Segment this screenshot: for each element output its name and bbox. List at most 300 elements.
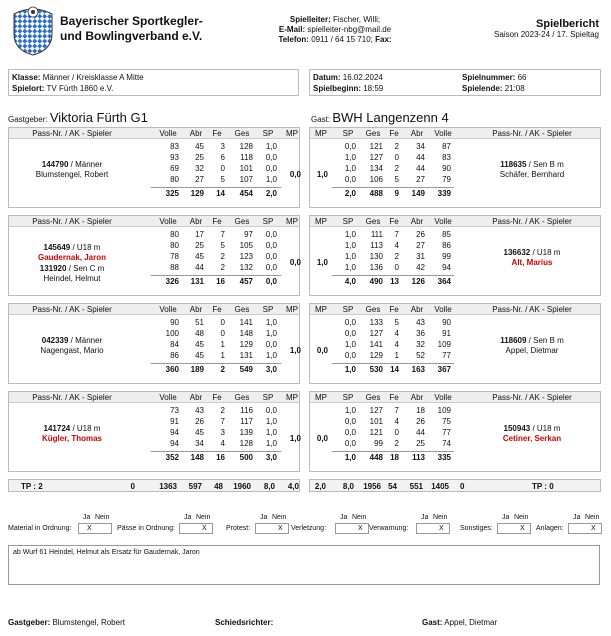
score-cell: 94 (170, 439, 179, 448)
home-block-4 (8, 391, 300, 472)
score-cell: 2 (394, 142, 399, 151)
age-class: / U18 m (70, 243, 101, 252)
home-total-cell: 8,0 (263, 482, 275, 491)
sum-cell: 4,0 (344, 277, 356, 286)
score-cell: 0 (220, 164, 225, 173)
score-cell: 2 (220, 252, 225, 261)
home-total-cell: 48 (214, 482, 223, 491)
home-block-3 (8, 303, 300, 384)
check-box[interactable] (335, 523, 369, 534)
footer-gast-value: Appel, Dietmar (444, 618, 498, 627)
score-cell: 2 (220, 406, 225, 415)
player-name: Schäfer, Bernhard (499, 170, 565, 179)
score-cell: 0 (394, 428, 399, 437)
column-header-cell: Abr (189, 305, 203, 314)
score-cell: 109 (437, 406, 451, 415)
column-header-cell: MP (286, 305, 298, 314)
sum-divider (332, 451, 454, 452)
score-cell: 5 (394, 175, 399, 184)
column-header-cell: Volle (434, 129, 452, 138)
score-cell: 36 (416, 329, 425, 338)
score-cell: 91 (170, 417, 179, 426)
sum-cell: 1,0 (344, 453, 356, 462)
score-cell: 32 (195, 164, 204, 173)
score-cell: 80 (170, 230, 179, 239)
spielleiter-label: Spielleiter: (289, 15, 331, 24)
score-cell: 1,0 (344, 164, 356, 173)
sum-cell: 367 (437, 365, 451, 374)
score-cell: 121 (369, 142, 383, 151)
score-cell: 25 (195, 153, 204, 162)
score-cell: 1,0 (344, 252, 356, 261)
pass-number: 118609 (500, 336, 527, 345)
away-total-cell: 8,0 (342, 482, 354, 491)
sum-cell: 131 (190, 277, 204, 286)
sum-divider (151, 451, 281, 452)
pass-line (17, 160, 127, 170)
score-cell: 129 (239, 340, 253, 349)
score-cell: 0 (220, 318, 225, 327)
check-mark: X (520, 525, 525, 532)
score-cell: 90 (442, 318, 451, 327)
score-cell: 111 (370, 230, 383, 239)
org-line-2: und Bowlingverband e.V. (60, 29, 203, 43)
column-header-cell: Fe (389, 217, 399, 226)
check-mark: X (358, 525, 363, 532)
score-cell: 1,0 (344, 263, 356, 272)
player-name: Nagengast, Mario (40, 346, 104, 355)
column-header-cell: SP (342, 129, 354, 138)
sum-cell: 339 (437, 189, 451, 198)
nein-label: Nein (196, 514, 211, 521)
column-header-cell: Ges (365, 305, 381, 314)
pass-line (477, 160, 587, 170)
ja-label: Ja (83, 514, 91, 521)
score-cell: 77 (442, 351, 451, 360)
age-class: / U18 m (70, 424, 101, 433)
column-header (310, 216, 600, 227)
score-cell: 17 (195, 230, 204, 239)
sum-cell: 14 (390, 365, 399, 374)
match-point-cell: 0,0 (289, 258, 301, 267)
score-cell: 141 (239, 318, 253, 327)
score-cell: 31 (416, 252, 425, 261)
spielnummer-value: 66 (517, 73, 527, 82)
score-cell: 0,0 (265, 230, 277, 239)
bskv-logo (10, 4, 56, 56)
column-header-cell: Fe (212, 393, 222, 402)
column-header-cell: Volle (159, 217, 177, 226)
column-header-cell: SP (342, 217, 354, 226)
pass-line (17, 243, 127, 253)
score-cell: 127 (369, 329, 383, 338)
ja-label: Ja (502, 514, 510, 521)
match-point-cell: 1,0 (289, 434, 301, 443)
check-box[interactable] (497, 523, 531, 534)
home-team-line (8, 110, 148, 125)
score-cell: 0,0 (344, 428, 356, 437)
score-cell: 0,0 (344, 329, 356, 338)
footer-gast (422, 618, 497, 627)
score-cell: 0,0 (265, 406, 277, 415)
score-cell: 77 (442, 428, 451, 437)
player-name: Heindel, Helmut (43, 274, 101, 283)
pass-number: 150943 (503, 424, 531, 433)
pass-number: 141724 (43, 424, 71, 433)
score-cell: 101 (239, 164, 253, 173)
match-point-cell: 1,0 (316, 170, 328, 179)
score-cell: 44 (416, 164, 425, 173)
sum-divider (332, 275, 454, 276)
score-cell: 0,0 (344, 439, 356, 448)
sum-cell: 9 (394, 189, 399, 198)
column-header (9, 128, 299, 139)
column-header-cell: Pass-Nr. / AK - Spieler (32, 393, 112, 402)
score-cell: 25 (416, 439, 425, 448)
score-cell: 3 (220, 142, 225, 151)
telefon-label: Telefon: (278, 35, 309, 44)
report-title: Spielbericht (536, 18, 599, 30)
column-header (310, 128, 600, 139)
sum-cell: 113 (412, 453, 425, 462)
score-cell: 79 (442, 175, 451, 184)
sum-cell: 18 (390, 453, 399, 462)
score-cell: 0,0 (265, 340, 277, 349)
score-cell: 83 (442, 153, 451, 162)
player-name: Appel, Dietmar (505, 346, 559, 355)
column-header-cell: Pass-Nr. / AK - Spieler (32, 129, 112, 138)
klasse-label: Klasse: (12, 73, 41, 82)
pass-number: 131920 (39, 264, 67, 273)
score-cell: 94 (170, 428, 179, 437)
score-cell: 0,0 (265, 153, 277, 162)
column-header-cell: Pass-Nr. / AK - Spieler (32, 217, 112, 226)
pass-number: 136632 (503, 248, 531, 257)
sum-cell: 126 (411, 277, 425, 286)
nein-label: Nein (585, 514, 600, 521)
score-cell: 0,0 (344, 318, 356, 327)
score-cell: 2 (394, 439, 399, 448)
footer-gastgeber-value: Blumstengel, Robert (52, 618, 125, 627)
match-point-cell: 1,0 (289, 346, 301, 355)
org-line-1: Bayerischer Sportkegler- (60, 14, 203, 28)
sum-cell: 0,0 (265, 277, 277, 286)
footer-gast-label: Gast: (422, 618, 443, 627)
score-cell: 34 (195, 439, 204, 448)
column-header-cell: Abr (189, 393, 203, 402)
column-header-cell: SP (262, 393, 274, 402)
score-cell: 90 (442, 164, 451, 173)
column-header-cell: SP (262, 217, 274, 226)
score-cell: 69 (170, 164, 179, 173)
column-header-cell: Abr (189, 217, 203, 226)
score-cell: 148 (239, 329, 253, 338)
sum-cell: 500 (239, 453, 253, 462)
sum-cell: 530 (369, 365, 383, 374)
score-cell: 1,0 (344, 241, 356, 250)
score-cell: 4 (394, 241, 399, 250)
score-cell: 45 (195, 252, 204, 261)
check-box[interactable] (179, 523, 213, 534)
sum-cell: 364 (437, 277, 451, 286)
score-cell: 4 (220, 439, 225, 448)
column-header-cell: Volle (159, 305, 177, 314)
check-label: Verwarnung: (369, 525, 409, 532)
ja-label: Ja (340, 514, 348, 521)
player-label (477, 424, 587, 444)
sum-cell: 163 (411, 365, 425, 374)
season-info: Saison 2023-24 / 17. Spieltag (494, 30, 599, 39)
pass-line (477, 424, 587, 434)
spielbeginn-label: Spielbeginn: (313, 84, 361, 93)
sum-cell: 325 (165, 189, 179, 198)
score-cell: 26 (195, 417, 204, 426)
column-header (9, 392, 299, 403)
score-cell: 74 (442, 439, 451, 448)
home-team-label: Gastgeber: (8, 115, 48, 124)
column-header-cell: Pass-Nr. / AK - Spieler (492, 305, 572, 314)
score-cell: 44 (195, 263, 204, 272)
pass-line (17, 264, 127, 274)
score-cell: 1 (220, 340, 225, 349)
pass-number: 144790 (41, 160, 69, 169)
sum-cell: 13 (390, 277, 399, 286)
score-cell: 84 (170, 340, 179, 349)
home-fe-tp: 0 (130, 482, 135, 491)
column-header-cell: Volle (159, 129, 177, 138)
check-mark: X (202, 525, 207, 532)
column-header-cell: Abr (410, 217, 424, 226)
away-team-line (311, 110, 449, 125)
nein-label: Nein (272, 514, 287, 521)
spielende-label: Spielende: (462, 84, 503, 93)
fax-label: Fax: (375, 35, 392, 44)
check-mark: X (439, 525, 444, 532)
email-label: E-Mail: (278, 25, 306, 34)
score-cell: 101 (369, 417, 383, 426)
player-label (17, 336, 127, 356)
score-cell: 121 (369, 428, 383, 437)
score-cell: 132 (239, 263, 253, 272)
score-cell: 87 (442, 142, 451, 151)
player-name: Gaudernak, Jaron (37, 253, 107, 262)
score-cell: 0,0 (344, 351, 356, 360)
player-label (477, 160, 587, 180)
pass-number: 145649 (43, 243, 71, 252)
score-cell: 48 (195, 329, 204, 338)
check-mark: X (87, 525, 92, 532)
score-cell: 127 (369, 406, 383, 415)
column-header-cell: MP (315, 217, 327, 226)
sum-cell: 2,0 (344, 189, 356, 198)
score-cell: 141 (369, 340, 383, 349)
score-cell: 1,0 (344, 230, 356, 239)
pass-number: 118635 (500, 160, 527, 169)
score-cell: 116 (240, 406, 253, 415)
player-name: Blumstengel, Robert (35, 170, 109, 179)
sum-cell: 488 (369, 189, 383, 198)
column-header-cell: MP (286, 129, 298, 138)
age-class: / U18 m (530, 424, 561, 433)
score-cell: 0,0 (265, 164, 277, 173)
check-label: Anlagen: (536, 525, 564, 532)
column-header-cell: Abr (410, 305, 424, 314)
column-header-cell: Abr (189, 129, 203, 138)
spielort-label: Spielort: (12, 84, 45, 93)
column-header-cell: Pass-Nr. / AK - Spieler (492, 217, 572, 226)
remarks-box (8, 545, 600, 585)
datum-value: 16.02.2024 (342, 73, 383, 82)
column-header-cell: Volle (434, 217, 452, 226)
away-total-cell: 551 (409, 482, 423, 491)
score-cell: 1,0 (265, 351, 277, 360)
score-cell: 0 (220, 329, 225, 338)
score-cell: 133 (369, 318, 383, 327)
column-header-cell: Volle (434, 393, 452, 402)
home-total-cell: 1363 (159, 482, 177, 491)
spielnummer-label: Spielnummer: (462, 73, 516, 82)
column-header-cell: Fe (389, 305, 399, 314)
datum-label: Datum: (313, 73, 341, 82)
sum-cell: 129 (190, 189, 204, 198)
away-block-4 (309, 391, 601, 472)
footer-schiedsrichter-label: Schiedsrichter: (215, 618, 274, 627)
player-name: Kügler, Thomas (41, 434, 102, 443)
score-cell: 7 (220, 417, 225, 426)
score-cell: 136 (369, 263, 383, 272)
away-total-cell: 1956 (363, 482, 381, 491)
klasse-value: Männer / Kreisklasse A Mitte (42, 73, 144, 82)
score-cell: 1,0 (265, 318, 277, 327)
score-cell: 105 (239, 241, 253, 250)
column-header-cell: Volle (434, 305, 452, 314)
ja-label: Ja (421, 514, 429, 521)
score-cell: 3 (220, 428, 225, 437)
score-cell: 78 (170, 252, 179, 261)
sum-cell: 335 (437, 453, 451, 462)
score-cell: 25 (195, 241, 204, 250)
player-label (17, 160, 127, 180)
score-cell: 118 (240, 153, 253, 162)
home-block-2 (8, 215, 300, 296)
ja-label: Ja (184, 514, 192, 521)
sum-cell: 3,0 (265, 365, 277, 374)
column-header-cell: Ges (234, 129, 250, 138)
score-cell: 45 (195, 351, 204, 360)
sum-cell: 448 (369, 453, 383, 462)
score-cell: 1,0 (265, 417, 277, 426)
column-header-cell: Pass-Nr. / AK - Spieler (492, 393, 572, 402)
check-box[interactable] (568, 523, 602, 534)
score-cell: 1,0 (265, 175, 277, 184)
away-block-3 (309, 303, 601, 384)
footer-gastgeber-label: Gastgeber: (8, 618, 51, 627)
player-label (17, 424, 127, 444)
score-cell: 5 (394, 318, 399, 327)
column-header-cell: MP (315, 393, 327, 402)
check-box[interactable] (78, 523, 112, 534)
check-box[interactable] (255, 523, 289, 534)
sum-cell: 326 (165, 277, 179, 286)
pass-line (477, 248, 587, 258)
nein-label: Nein (433, 514, 448, 521)
spielende-value: 21:08 (504, 84, 525, 93)
home-total-cell: 597 (188, 482, 202, 491)
score-cell: 4 (394, 417, 399, 426)
check-mark: X (278, 525, 283, 532)
score-cell: 51 (195, 318, 204, 327)
sum-divider (151, 363, 281, 364)
score-cell: 99 (374, 439, 383, 448)
score-cell: 1 (394, 351, 399, 360)
sum-divider (332, 187, 454, 188)
score-cell: 42 (416, 263, 425, 272)
score-cell: 94 (442, 263, 451, 272)
score-cell: 113 (370, 241, 383, 250)
score-cell: 45 (195, 428, 204, 437)
age-class: / Männer (68, 160, 103, 169)
sum-cell: 2 (220, 365, 225, 374)
match-info-left (8, 69, 299, 96)
column-header-cell: Ges (234, 305, 250, 314)
score-cell: 2 (394, 164, 399, 173)
score-cell: 0,0 (344, 142, 356, 151)
player-label (477, 248, 587, 268)
footer-gastgeber (8, 618, 125, 627)
away-team-label: Gast: (311, 115, 331, 124)
score-cell: 1,0 (265, 142, 277, 151)
column-header-cell: Ges (365, 129, 381, 138)
score-cell: 26 (416, 230, 425, 239)
score-cell: 127 (369, 153, 383, 162)
score-cell: 117 (240, 417, 253, 426)
match-point-cell: 1,0 (316, 258, 328, 267)
score-cell: 83 (170, 142, 179, 151)
score-cell: 99 (442, 252, 451, 261)
player-label (17, 243, 127, 263)
score-cell: 75 (442, 417, 451, 426)
spielleiter-value: Fischer, Willi; (333, 15, 381, 24)
score-cell: 129 (369, 351, 383, 360)
score-cell: 86 (170, 351, 179, 360)
column-header-cell: SP (342, 393, 354, 402)
ja-label: Ja (260, 514, 268, 521)
column-header-cell: Fe (389, 393, 399, 402)
score-cell: 0,0 (265, 263, 277, 272)
sum-cell: 1,0 (344, 365, 356, 374)
age-class: / Sen B m (526, 160, 564, 169)
score-cell: 73 (170, 406, 179, 415)
score-cell: 27 (195, 175, 204, 184)
player-label (477, 336, 587, 356)
column-header-cell: MP (286, 217, 298, 226)
pass-line (17, 336, 127, 346)
score-cell: 4 (394, 340, 399, 349)
score-cell: 7 (394, 406, 399, 415)
sum-cell: 16 (216, 277, 225, 286)
score-cell: 45 (195, 142, 204, 151)
check-box[interactable] (416, 523, 450, 534)
score-cell: 131 (239, 351, 253, 360)
column-header-cell: Fe (212, 305, 222, 314)
sum-cell: 549 (239, 365, 253, 374)
column-header-cell: Fe (212, 129, 222, 138)
score-cell: 27 (416, 241, 425, 250)
column-header (9, 304, 299, 315)
match-point-cell: 0,0 (316, 434, 328, 443)
score-cell: 106 (369, 175, 383, 184)
contact-info (240, 15, 430, 45)
